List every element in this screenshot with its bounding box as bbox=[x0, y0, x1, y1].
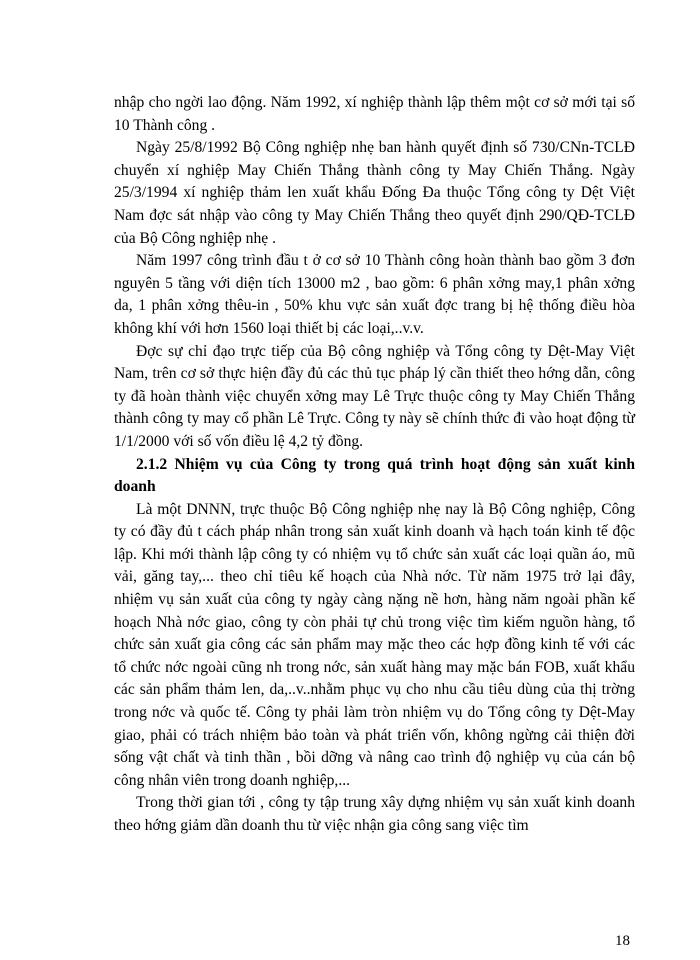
paragraph-1997-construction: Năm 1997 công trình đầu t ở cơ sở 10 Thành công hoàn thành bao gồm 3 đơn nguyên 5 tầng với diện tích 13000 m2 , bao gồm: 6 phân xởng may,1 phân xởng da, 1 phân xởng thêu-in , 50% khu vực sản xuất đợc trang bị hệ thống điều hòa không khí với hơn 1560 loại thiết bị các loại,..v.v. bbox=[114, 252, 635, 337]
paragraph-le-truc: Đợc sự chỉ đạo trực tiếp của Bộ công nghiệp và Tổng công ty Dệt-May Việt Nam, trên cơ sở thực hiện đầy đủ các thủ tục pháp lý cần thiết theo hớng dẫn, công ty đã hoàn thành việc chuyển xởng may Lê Trực thuộc công ty May Chiến Thắng thành công ty may cổ phần Lê Trực. Công ty này sẽ chính thức đi vào hoạt động từ 1/1/2000 với số vốn điều lệ 4,2 tỷ đồng. bbox=[114, 342, 635, 450]
paragraph-future: Trong thời gian tới , công ty tập trung xây dựng nhiệm vụ sản xuất kinh doanh theo hớng giảm dần doanh thu từ việc nhận gia công sang việc tìm bbox=[114, 794, 635, 834]
page-number: 18 bbox=[615, 933, 630, 949]
section-heading: 2.1.2 Nhiệm vụ của Công ty trong quá trình hoạt động sản xuất kinh doanh bbox=[114, 455, 635, 496]
paragraph-tasks: Là một DNNN, trực thuộc Bộ Công nghiệp nhẹ nay là Bộ Công nghiệp, Công ty có đầy đủ t cách pháp nhân trong sản xuất kinh doanh và hạch toán kinh tế độc lập. Khi mới thành lập công ty có nhiệm vụ tổ chức sản xuất các loại quần áo, mũ vải, găng tay,... theo chỉ tiêu kế hoạch của Nhà nớc. Từ năm 1975 trở lại đây, nhiệm vụ sản xuất của công ty ngày càng nặng nề hơn, hàng năm ngoài phần kế hoạch Nhà nớc giao, công ty còn phải tự chủ trong việc tìm kiếm nguồn hàng, tổ chức sản xuất gia công các sản phẩm may mặc theo các hợp đồng kinh tế với các tổ chức nớc ngoài cũng nh trong nớc, sản xuất hàng may mặc bán FOB, xuất khẩu các sản phẩm thảm len, da,..v..nhằm phục vụ cho nhu cầu tiêu dùng của thị trờng trong nớc và quốc tế. Công ty phải làm tròn nhiệm vụ do Tổng công ty Dệt-May giao, phải có trách nhiệm bảo toàn và phát triển vốn, không ngừng cải thiện đời sống vật chất và tinh thần , bồi dỡng và nâng cao trình độ nghiệp vụ của cán bộ công nhân viên trong doanh nghiệp,... bbox=[114, 500, 635, 789]
paragraph-intro: nhập cho ngời lao động. Năm 1992, xí nghiệp thành lập thêm một cơ sở mới tại số 10 Thành công . bbox=[114, 94, 635, 134]
document-body bbox=[114, 92, 635, 838]
paragraph-1992-decision: Ngày 25/8/1992 Bộ Công nghiệp nhẹ ban hành quyết định số 730/CNn-TCLĐ chuyển xí nghiệp May Chiến Thắng thành công ty May Chiến Thắng. Ngày 25/3/1994 xí nghiệp thảm len xuất khẩu Đống Đa thuộc Tổng công ty Dệt Việt Nam đợc sát nhập vào công ty May Chiến Thắng theo quyết định 290/QĐ-TCLĐ của Bộ Công nghiệp nhẹ . bbox=[114, 139, 635, 247]
